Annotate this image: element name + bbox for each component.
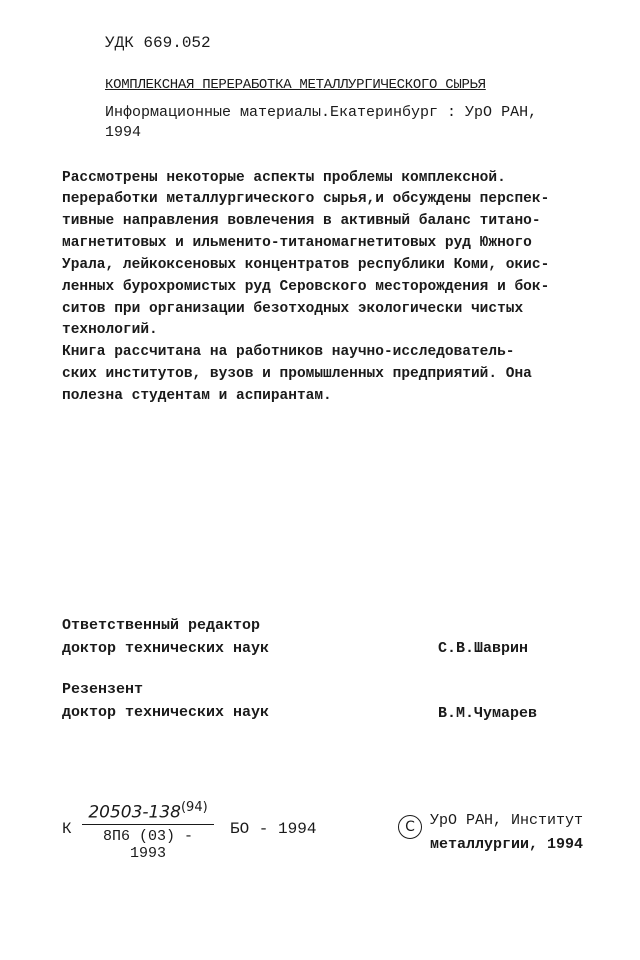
abstract-line: Рассмотрены некоторые аспекты проблемы комплексной. [62,170,506,186]
abstract-line: полезна студентам и аспирантам. [62,388,332,404]
copyright-line-2: металлургии, 1994 [430,836,584,853]
editor-label: Ответственный редактор [62,617,261,634]
editor-degree: доктор технических наук [62,640,270,657]
abstract-line: ленных бурохромистых руд Серовского месторождения и бок- [62,279,550,295]
abstract-line: ских институтов, вузов и промышленных предприятий. Она [62,366,532,382]
abstract-line: переработки металлургического сырья,и обсуждены перспек- [62,191,550,207]
abstract-line: ситов при организации безотходных экологически чистых [62,301,524,317]
book-title: КОМПЛЕКСНАЯ ПЕРЕРАБОТКА МЕТАЛЛУРГИЧЕСКОГО СЫРЬЯ [105,77,486,93]
editor-name: С.В.Шаврин [438,640,529,657]
reviewer-label: Резензент [62,681,144,698]
abstract-line: технологий. [62,322,158,338]
index-numerator: 20503-138$^{(94)}$ [82,800,214,825]
udk-code: УДК 669.052 [105,34,211,52]
abstract-line: магнетитовых и ильменито-титаномагнетитовых руд Южного [62,235,532,251]
abstract-line: тивные направления вовлечения в активный баланс титано- [62,213,541,229]
index-denominator: 8П6 (03) - 1993 [102,827,193,862]
index-bo: БО - 1994 [230,820,317,838]
abstract-line: Книга рассчитана на работников научно-исследователь- [62,344,515,360]
publication-year: 1994 [105,124,142,141]
copyright-line-1: УрО РАН, Институт [430,812,584,829]
reviewer-name: В.М.Чумарев [438,705,538,722]
index-k: К [62,820,72,838]
copyright-icon: C [398,815,422,839]
index-fraction [82,800,214,862]
reviewer-degree: доктор технических наук [62,704,270,721]
abstract-line: Урала, лейкоксеновых концентратов республики Коми, окис- [62,257,550,273]
publication-info: Информационные материалы.Екатеринбург : УрО РАН, [105,104,538,121]
